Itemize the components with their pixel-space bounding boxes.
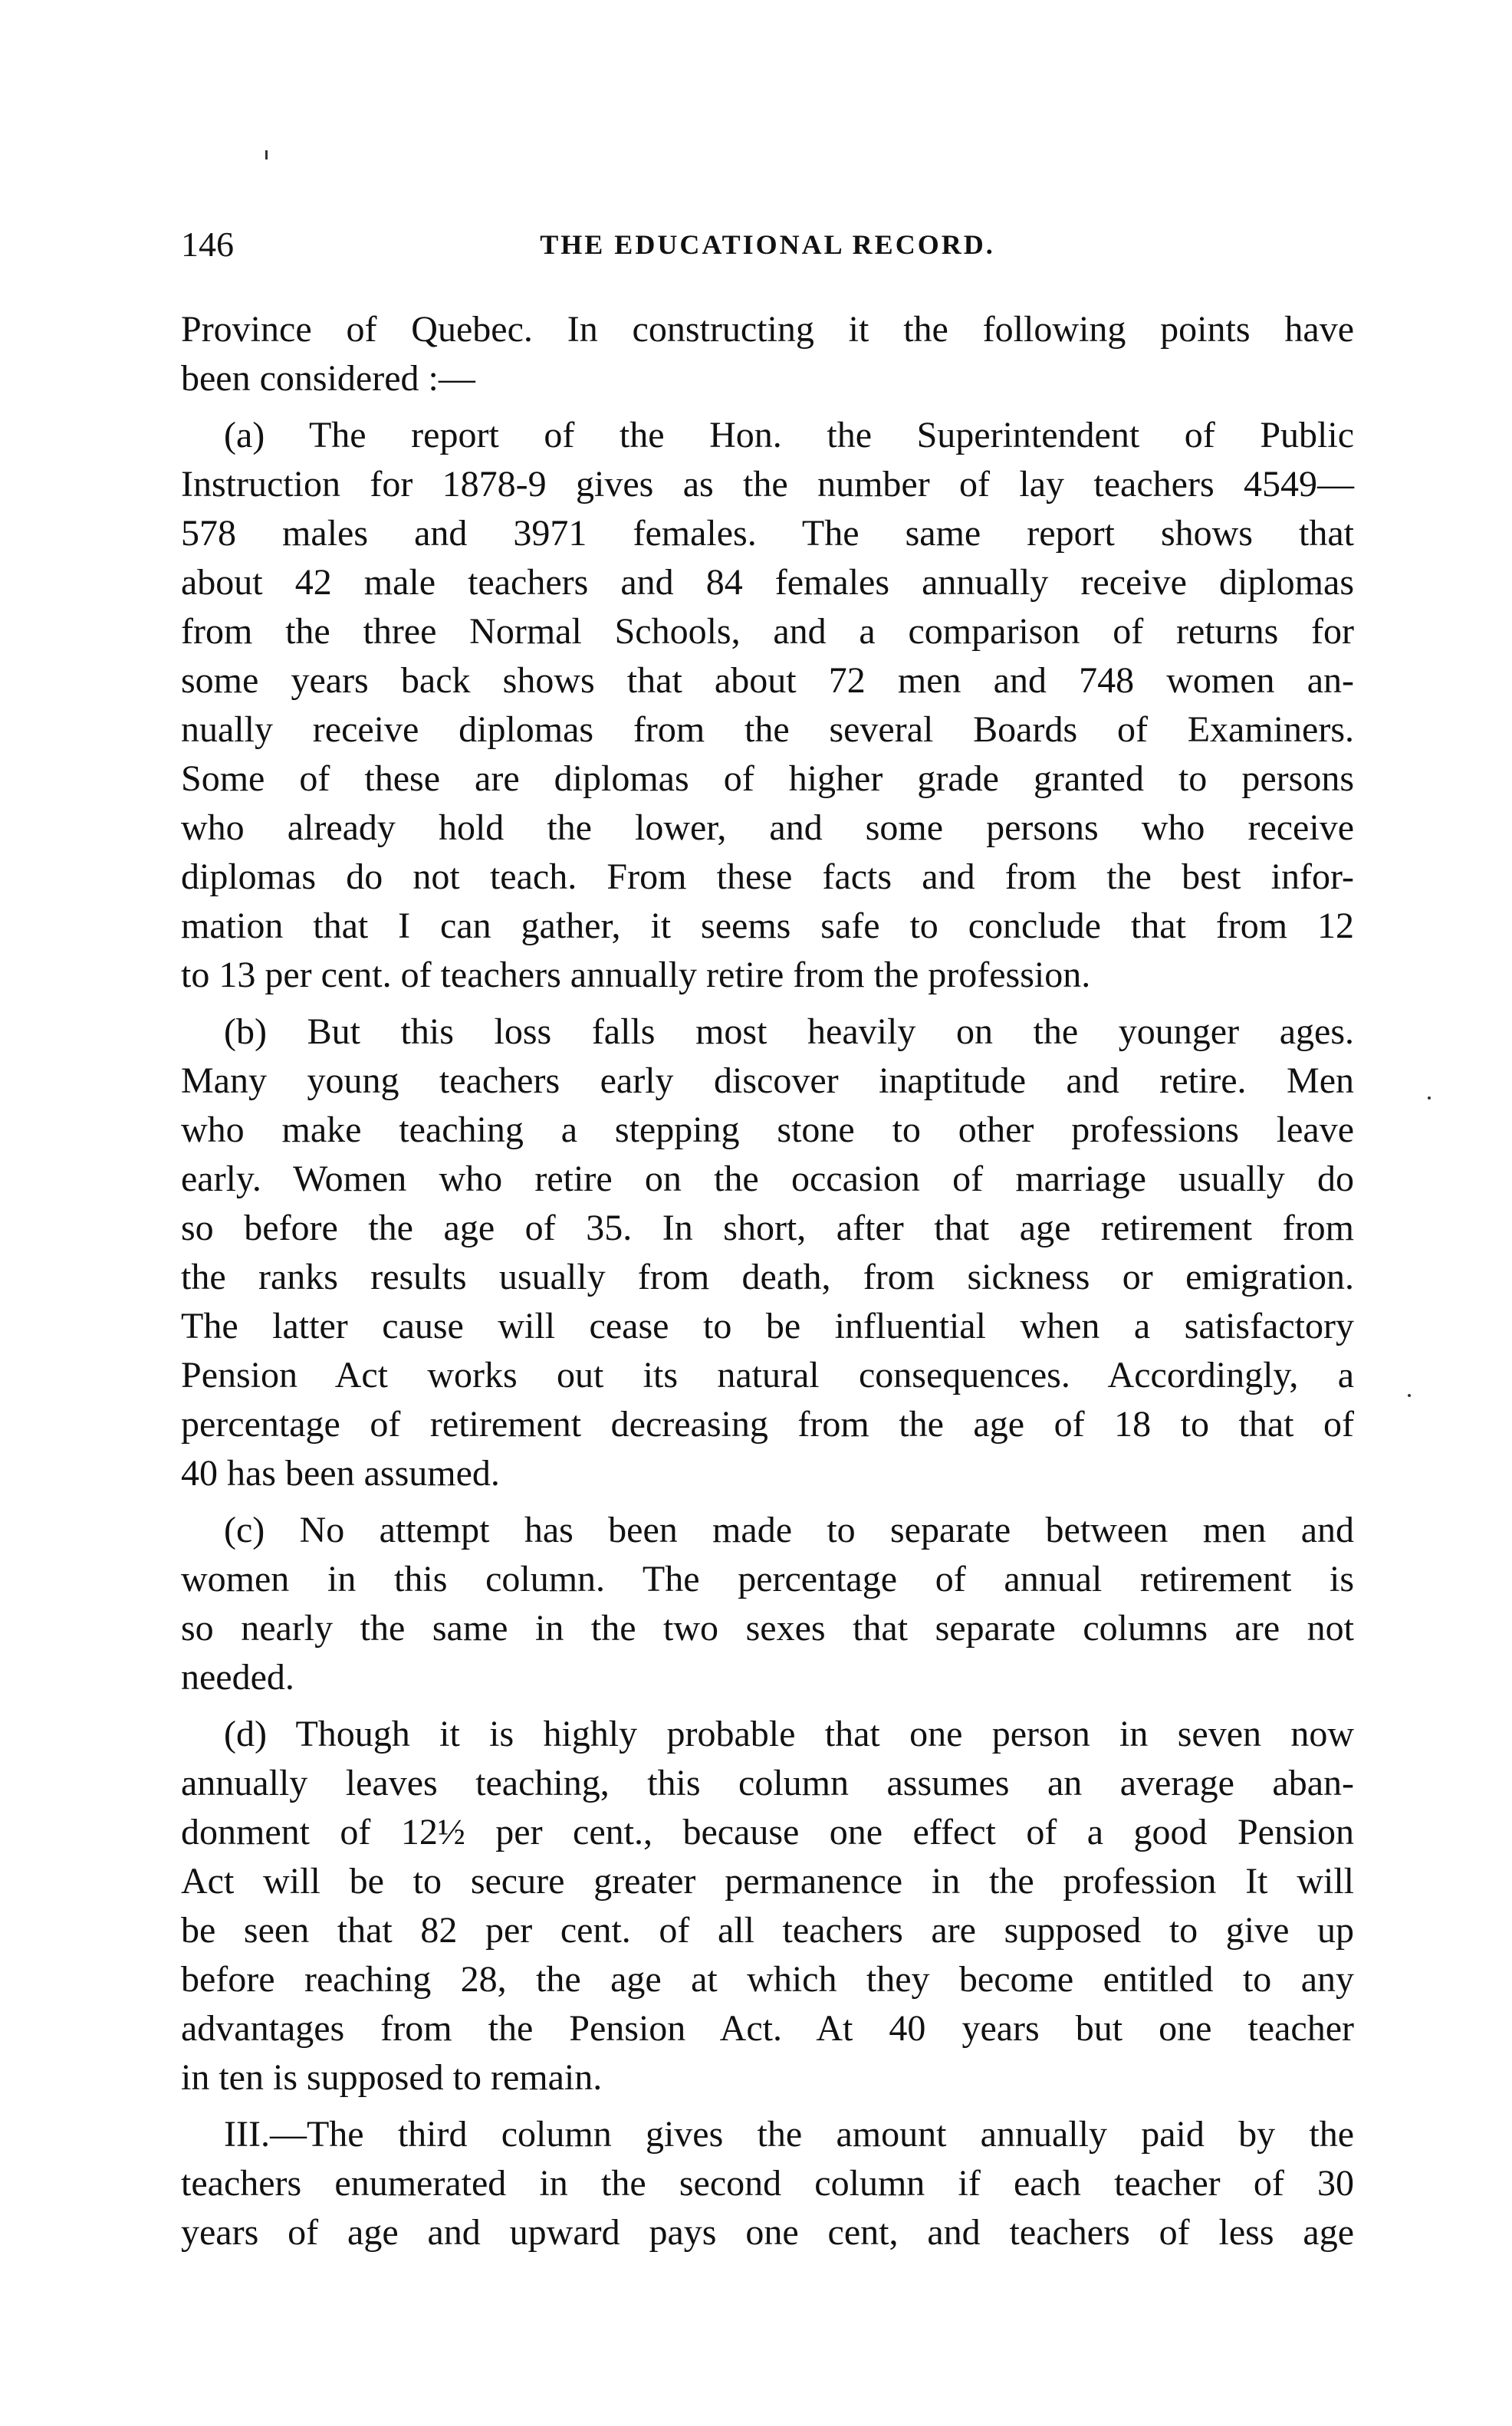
text-line: donment of 12½ per cent., because one effect of a good Pension (181, 1812, 1354, 1852)
text-line: needed. (181, 1657, 294, 1698)
text-line: women in this column. The percentage of annual retirement is (181, 1559, 1354, 1599)
text-line: Pension Act works out its natural consequences. Accordingly, a (181, 1355, 1354, 1395)
text-line: so nearly the same in the two sexes that separate columns are not (181, 1608, 1354, 1649)
text-line: the ranks results usually from death, from sickness or emigration. (181, 1257, 1354, 1297)
text-line: Province of Quebec. In constructing it the following points have (181, 309, 1354, 350)
text-line: The latter cause will cease to be influential when a satisfactory (181, 1306, 1354, 1346)
page-header (181, 224, 1354, 270)
text-line: (b) But this loss falls most heavily on the younger ages. (224, 1011, 1354, 1052)
paragraph (181, 305, 1354, 403)
text-line: nually receive diplomas from the several Boards of Examiners. (181, 709, 1354, 750)
text-line: to 13 per cent. of teachers annually retire from the profession. (181, 955, 1091, 995)
print-speck (1428, 1096, 1431, 1100)
text-line: Many young teachers early discover inaptitude and retire. Men (181, 1060, 1354, 1101)
text-line: who make teaching a stepping stone to other professions leave (181, 1109, 1354, 1150)
text-line: from the three Normal Schools, and a comparison of returns for (181, 611, 1354, 652)
text-line: be seen that 82 per cent. of all teachers are supposed to give up (181, 1910, 1354, 1951)
text-line: about 42 male teachers and 84 females annually receive diplomas (181, 562, 1354, 603)
text-line: in ten is supposed to remain. (181, 2057, 603, 2098)
text-line: so before the age of 35. In short, after that age retirement from (181, 1208, 1354, 1248)
text-line: years of age and upward pays one cent, and teachers of less age (181, 2212, 1354, 2253)
text-line: diplomas do not teach. From these facts and from the best infor- (181, 856, 1354, 897)
paragraph (181, 411, 1354, 1000)
paragraph (181, 2110, 1354, 2257)
text-line: (a) The report of the Hon. the Superintendent of Public (224, 415, 1354, 455)
text-line: Instruction for 1878-9 gives as the number of lay teachers 4549— (181, 464, 1354, 505)
text-line: Act will be to secure greater permanence in the profession It will (181, 1861, 1354, 1902)
text-line: some years back shows that about 72 men and 748 women an- (181, 660, 1354, 701)
text-line: teachers enumerated in the second column if each teacher of 30 (181, 2163, 1354, 2204)
text-line: before reaching 28, the age at which they become entitled to any (181, 1959, 1354, 2000)
text-line: 578 males and 3971 females. The same report shows that (181, 513, 1354, 554)
text-line: (c) No attempt has been made to separate between men and (224, 1510, 1354, 1550)
text-line: annually leaves teaching, this column assumes an average aban- (181, 1763, 1354, 1803)
text-line: early. Women who retire on the occasion of marriage usually do (181, 1159, 1354, 1199)
text-line: who already hold the lower, and some persons who receive (181, 807, 1354, 848)
text-line: advantages from the Pension Act. At 40 years but one teacher (181, 2008, 1354, 2049)
text-line: percentage of retirement decreasing from the age of 18 to that of (181, 1404, 1354, 1445)
print-speck (265, 150, 268, 159)
paragraph (181, 1008, 1354, 1498)
paragraph (181, 1710, 1354, 2102)
text-line: III.—The third column gives the amount annually paid by the (224, 2114, 1354, 2155)
text-line: Some of these are diplomas of higher grade granted to persons (181, 758, 1354, 799)
text-line: been considered :— (181, 358, 475, 399)
page-body (181, 305, 1354, 2265)
page-number: 146 (181, 225, 234, 264)
paragraph (181, 1506, 1354, 1702)
text-line: 40 has been assumed. (181, 1453, 500, 1494)
text-line: mation that I can gather, it seems safe to conclude that from 12 (181, 906, 1354, 946)
running-title: THE EDUCATIONAL RECORD. (540, 229, 995, 260)
text-line: (d) Though it is highly probable that one person in seven now (224, 1714, 1354, 1754)
print-speck (1408, 1394, 1411, 1397)
